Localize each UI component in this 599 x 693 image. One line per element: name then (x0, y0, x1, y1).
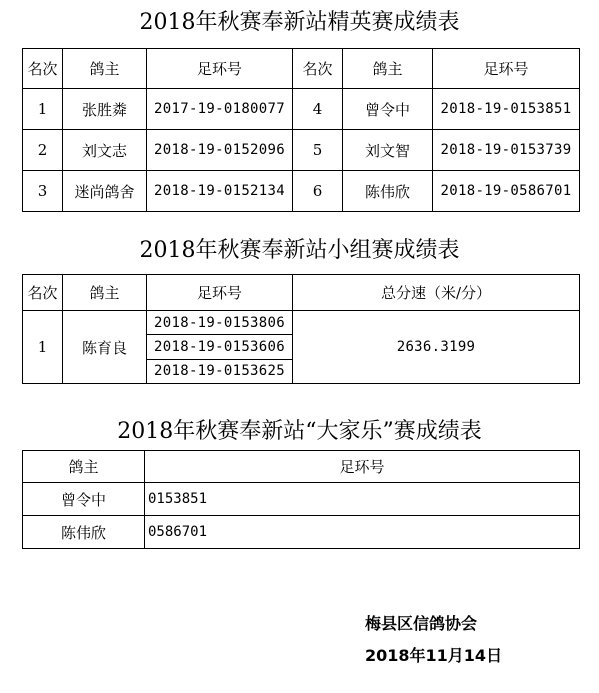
speed-cell: 2636.3199 (293, 311, 580, 384)
ring-list-cell (147, 311, 293, 384)
ring-cell: 2018-19-0152096 (147, 130, 293, 171)
owner-cell: 曾令中 (23, 483, 145, 516)
family-header-row (23, 451, 580, 483)
header-owner: 鸽主 (343, 49, 433, 89)
owner-cell: 刘文志 (63, 130, 147, 171)
header-ring: 足环号 (433, 49, 580, 89)
owner-cell: 迷尚鸽舍 (63, 171, 147, 212)
header-owner: 鸽主 (23, 451, 145, 483)
rank-cell: 2 (23, 130, 63, 171)
ring-entry: 2018-19-0153625 (154, 363, 285, 380)
group-title: 2018年秋赛奉新站小组赛成绩表 (139, 238, 460, 263)
header-ring: 足环号 (145, 451, 580, 483)
owner-cell: 陈育良 (63, 311, 147, 384)
header-rank: 名次 (23, 49, 63, 89)
header-ring: 足环号 (147, 49, 293, 89)
owner-cell: 曾令中 (343, 89, 433, 130)
ring-cell: 2018-19-0153739 (433, 130, 580, 171)
family-table (22, 450, 580, 549)
ring-entry: 2018-19-0153606 (147, 335, 292, 359)
owner-cell: 张胜粦 (63, 89, 147, 130)
table-row (23, 171, 580, 212)
owner-cell: 陈伟欣 (343, 171, 433, 212)
header-owner: 鸽主 (63, 275, 147, 311)
ring-cell: 0153851 (145, 483, 580, 516)
issue-date: 2018年11月14日 (365, 646, 503, 665)
owner-cell: 刘文智 (343, 130, 433, 171)
rank-cell: 1 (23, 89, 63, 130)
ring-cell: 2017-19-0180077 (147, 89, 293, 130)
header-owner: 鸽主 (63, 49, 147, 89)
owner-cell: 陈伟欣 (23, 516, 145, 549)
group-header-row (23, 275, 580, 311)
header-speed: 总分速（米/分） (293, 275, 580, 311)
organization-name: 梅县区信鸽协会 (365, 614, 478, 633)
header-rank: 名次 (23, 275, 63, 311)
header-ring: 足环号 (147, 275, 293, 311)
table-row (23, 311, 580, 384)
ring-cell: 2018-19-0153851 (433, 89, 580, 130)
elite-header-row (23, 49, 580, 89)
table-row (23, 516, 580, 549)
ring-cell: 2018-19-0586701 (433, 171, 580, 212)
family-title: 2018年秋赛奉新站“大家乐”赛成绩表 (117, 419, 482, 444)
rank-cell: 5 (293, 130, 343, 171)
elite-title: 2018年秋赛奉新站精英赛成绩表 (139, 10, 460, 35)
ring-entry: 2018-19-0153806 (147, 311, 292, 335)
group-table (22, 274, 580, 384)
rank-cell: 1 (23, 311, 63, 384)
table-row (23, 89, 580, 130)
rank-cell: 4 (293, 89, 343, 130)
table-row (23, 130, 580, 171)
rank-cell: 6 (293, 171, 343, 212)
ring-cell: 2018-19-0152134 (147, 171, 293, 212)
ring-cell: 0586701 (145, 516, 580, 549)
rank-cell: 3 (23, 171, 63, 212)
header-rank: 名次 (293, 49, 343, 89)
table-row (23, 483, 580, 516)
elite-table (22, 48, 580, 212)
